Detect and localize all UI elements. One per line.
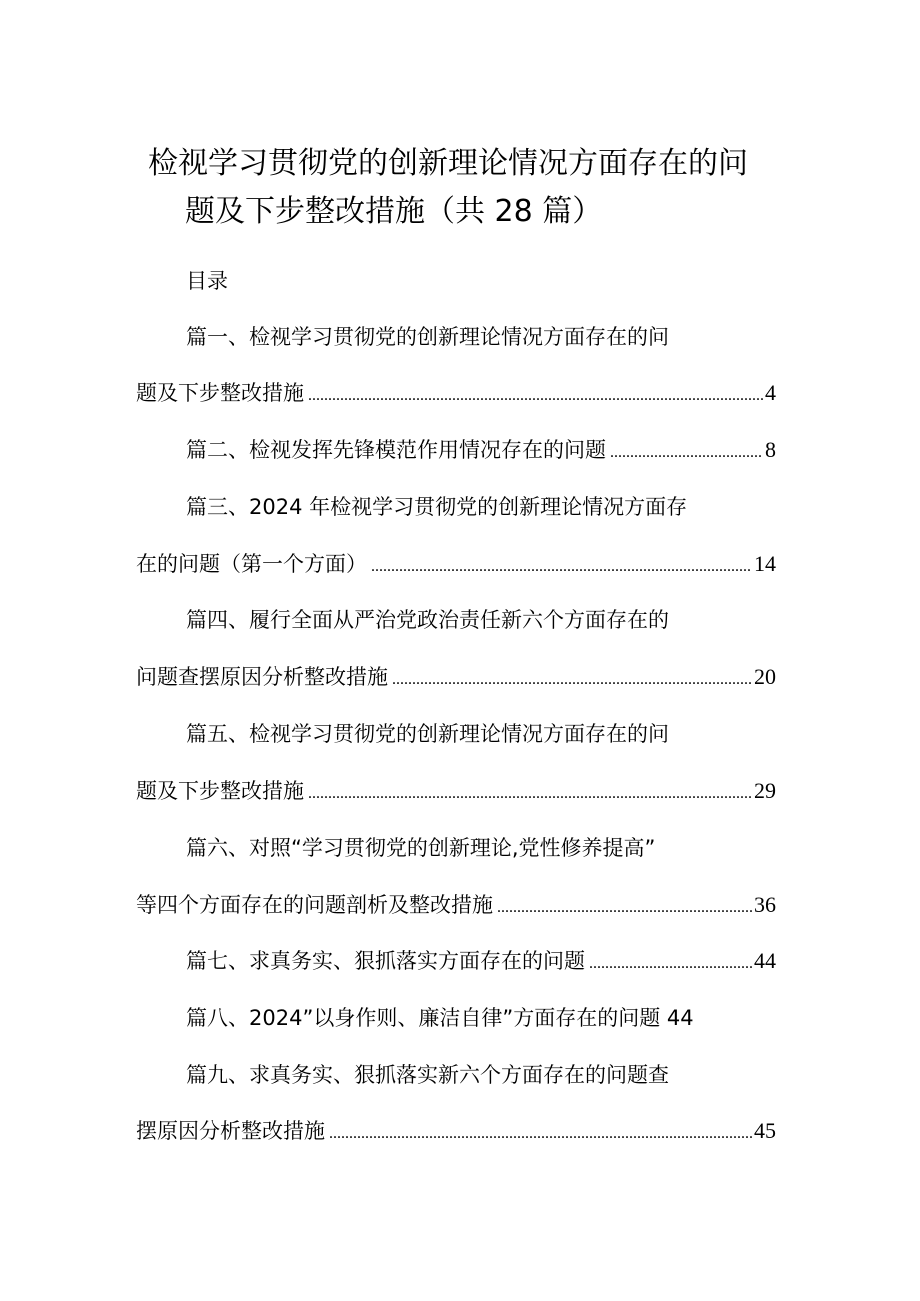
toc-leader-dots xyxy=(308,379,763,413)
toc-entry-6-text: 等四个方面存在的问题剖析及整改措施 xyxy=(136,893,493,917)
toc-entry-9-page: 45 xyxy=(754,1118,776,1143)
toc-entry-2-line-1 xyxy=(186,433,776,467)
toc-entry-6-line-2 xyxy=(136,888,776,922)
toc-entry-7-text: 篇七、求真务实、狠抓落实方面存在的问题 xyxy=(186,949,585,973)
toc-entry-5-page: 29 xyxy=(754,778,776,803)
toc-heading: 目录 xyxy=(186,269,228,293)
toc-entry-1-line-2 xyxy=(136,376,776,410)
toc-leader-dots xyxy=(589,947,752,981)
toc-entry-5-line-2 xyxy=(136,774,776,808)
toc-entry-9-line-2 xyxy=(136,1114,776,1148)
toc-entry-2-page: 8 xyxy=(765,437,776,462)
toc-leader-dots xyxy=(371,550,752,584)
toc-leader-dots xyxy=(329,1117,752,1151)
toc-entry-1-page: 4 xyxy=(765,380,776,405)
toc-leader-dots xyxy=(392,663,752,697)
toc-entry-3-page: 14 xyxy=(754,551,776,576)
toc-entry-7-line-1 xyxy=(186,944,776,978)
toc-entry-6-page: 36 xyxy=(754,892,776,917)
toc-entry-3-text: 在的问题（第一个方面） xyxy=(136,552,367,576)
toc-entry-9-line-1: 篇九、求真务实、狠抓落实新六个方面存在的问题查 xyxy=(186,1063,669,1087)
toc-entry-7-page: 44 xyxy=(754,948,776,973)
toc-entry-9-text: 摆原因分析整改措施 xyxy=(136,1119,325,1143)
toc-entry-4-text: 问题查摆原因分析整改措施 xyxy=(136,665,388,689)
toc-entry-3-line-2 xyxy=(136,547,776,581)
toc-entry-4-page: 20 xyxy=(754,664,776,689)
document-title xyxy=(148,140,828,236)
toc-entry-8-line-1: 篇八、2024”以身作则、廉洁自律”方面存在的问题 44 xyxy=(186,1006,694,1030)
toc-entry-5-line-1: 篇五、检视学习贯彻党的创新理论情况方面存在的问 xyxy=(186,722,669,746)
document-title-line-2: 题及下步整改措施（共 28 篇） xyxy=(185,194,603,229)
toc-entry-4-line-1: 篇四、履行全面从严治党政治责任新六个方面存在的 xyxy=(186,608,669,632)
toc-entry-6-line-1: 篇六、对照“学习贯彻党的创新理论,党性修养提高” xyxy=(186,836,656,860)
toc-entry-5-text: 题及下步整改措施 xyxy=(136,779,304,803)
toc-entry-2-text: 篇二、检视发挥先锋模范作用情况存在的问题 xyxy=(186,438,606,462)
toc-entry-1-line-1: 篇一、检视学习贯彻党的创新理论情况方面存在的问 xyxy=(186,325,669,349)
toc-entry-3-line-1: 篇三、2024 年检视学习贯彻党的创新理论情况方面存 xyxy=(186,495,688,519)
toc-leader-dots xyxy=(610,436,763,470)
toc-leader-dots xyxy=(308,777,752,811)
toc-entry-1-text: 题及下步整改措施 xyxy=(136,381,304,405)
toc-leader-dots xyxy=(497,891,752,925)
document-title-line-1: 检视学习贯彻党的创新理论情况方面存在的问 xyxy=(148,146,748,181)
toc-entry-4-line-2 xyxy=(136,660,776,694)
